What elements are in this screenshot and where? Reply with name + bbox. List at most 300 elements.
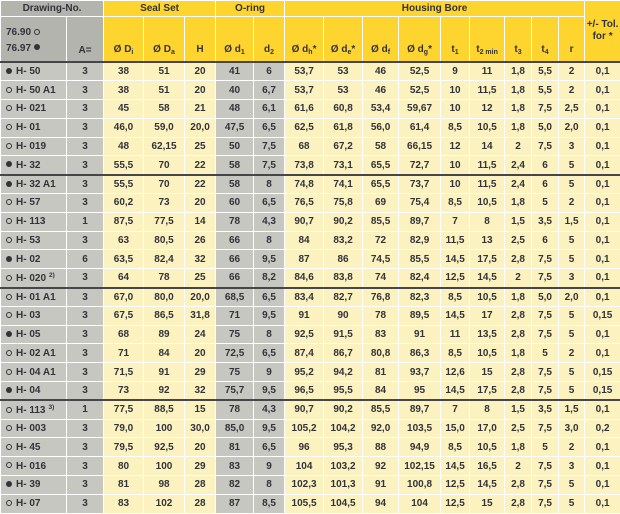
header-symbol: Ø d	[224, 44, 241, 55]
drawing-no-cell	[1, 363, 67, 382]
dimension-column-header	[104, 17, 144, 63]
table-cell: 12,5	[441, 494, 470, 513]
dimension-column-header	[505, 17, 532, 63]
table-cell: 94,9	[399, 438, 441, 457]
table-row	[1, 156, 620, 175]
table-cell: 6,7	[254, 81, 285, 100]
table-row	[1, 419, 620, 438]
table-cell: 59,0	[144, 118, 185, 137]
table-cell: 58	[216, 156, 254, 175]
table-cell: 91	[285, 306, 324, 325]
table-cell: 52,5	[399, 62, 441, 81]
dimension-column-header	[532, 17, 559, 63]
table-cell: 11,5	[470, 175, 505, 194]
table-cell: 74,8	[285, 175, 324, 194]
table-cell: 65,5	[363, 175, 399, 194]
table-cell: 21	[185, 100, 216, 119]
table-cell: 15	[185, 400, 216, 419]
filled-circle-icon	[6, 161, 12, 167]
table-cell: 10,5	[470, 118, 505, 137]
drawing-no-cell	[1, 100, 67, 119]
table-cell: 22	[185, 175, 216, 194]
drawing-no-label: H- 57	[16, 197, 40, 208]
table-cell: 88,5	[144, 400, 185, 419]
drawing-no-label: H- 02	[16, 254, 40, 265]
table-cell: 60	[216, 194, 254, 213]
table-cell: 61,6	[285, 100, 324, 119]
table-cell: 4,3	[254, 212, 285, 231]
table-cell: 38	[104, 81, 144, 100]
drawing-no-cell	[1, 288, 67, 307]
drawing-no-cell	[1, 231, 67, 250]
table-cell: 96,5	[285, 382, 324, 401]
table-cell: 25	[185, 137, 216, 156]
table-cell: 8,5	[441, 118, 470, 137]
open-circle-icon	[6, 425, 12, 431]
legend-open-row	[6, 25, 66, 41]
table-cell: 63,5	[104, 250, 144, 269]
table-cell: 7,5	[532, 137, 559, 156]
header-symbol: Ø D	[114, 44, 132, 55]
table-cell: 0,1	[585, 100, 620, 119]
table-cell: 51	[144, 81, 185, 100]
table-row	[1, 476, 620, 495]
table-cell: 31,8	[185, 306, 216, 325]
drawing-no-label: H- 04	[16, 385, 40, 396]
table-cell: 0,1	[585, 62, 620, 81]
open-circle-icon	[6, 350, 12, 356]
header-subscript: e	[347, 49, 351, 56]
table-cell: 8,2	[254, 269, 285, 288]
table-cell: 87	[216, 494, 254, 513]
table-cell: 5	[559, 476, 585, 495]
table-cell: 52,5	[399, 81, 441, 100]
table-row	[1, 306, 620, 325]
table-cell: 6	[532, 231, 559, 250]
table-cell: 85,5	[363, 212, 399, 231]
footnote-ref: 3)	[48, 404, 54, 411]
table-cell: 6	[67, 250, 104, 269]
header-symbol: t	[451, 44, 454, 55]
table-cell: 83,8	[324, 269, 363, 288]
table-cell: 32	[185, 250, 216, 269]
table-cell: 3	[67, 175, 104, 194]
table-cell: 80,5	[144, 231, 185, 250]
table-cell: 50	[216, 137, 254, 156]
drawing-no-label: H- 50 A1	[16, 85, 56, 96]
table-cell: 72,7	[399, 156, 441, 175]
table-cell: 3	[67, 325, 104, 344]
table-cell: 73	[104, 382, 144, 401]
header-subscript: a	[171, 49, 175, 56]
table-cell: 59,67	[399, 100, 441, 119]
table-cell: 0,1	[585, 344, 620, 363]
drawing-no-cell	[1, 62, 67, 81]
table-cell: 79,5	[104, 438, 144, 457]
table-cell: 2,8	[505, 382, 532, 401]
filled-circle-icon	[6, 181, 12, 187]
table-cell: 14,5	[441, 457, 470, 476]
tolerance-header-line2: for *	[593, 31, 613, 42]
drawing-no-cell	[1, 457, 67, 476]
table-cell: 5	[532, 344, 559, 363]
table-cell: 8	[470, 400, 505, 419]
table-cell: 3	[67, 306, 104, 325]
table-cell: 3	[559, 457, 585, 476]
table-cell: 7,5	[532, 325, 559, 344]
table-cell: 46,0	[104, 118, 144, 137]
open-circle-icon	[6, 462, 12, 468]
table-cell: 89,5	[399, 306, 441, 325]
header-symbol: Ø d	[371, 44, 388, 55]
table-cell: 105,2	[285, 419, 324, 438]
table-cell: 1,8	[505, 438, 532, 457]
table-cell: 3	[67, 81, 104, 100]
table-cell: 95,2	[285, 363, 324, 382]
table-cell: 7,5	[532, 419, 559, 438]
table-cell: 84	[285, 231, 324, 250]
table-cell: 14,5	[470, 269, 505, 288]
table-cell: 102,3	[285, 476, 324, 495]
table-cell: 3	[67, 344, 104, 363]
table-cell: 2,8	[505, 250, 532, 269]
table-cell: 16,5	[470, 457, 505, 476]
table-cell: 3,5	[532, 212, 559, 231]
table-cell: 3	[559, 269, 585, 288]
table-cell: 0,1	[585, 156, 620, 175]
table-cell: 61,4	[399, 118, 441, 137]
table-cell: 90,7	[285, 212, 324, 231]
table-cell: 65,5	[363, 156, 399, 175]
table-cell: 26	[185, 231, 216, 250]
table-row	[1, 400, 620, 419]
table-cell: 5	[559, 231, 585, 250]
table-cell: 10	[441, 175, 470, 194]
table-cell: 0,1	[585, 476, 620, 495]
table-cell: 2,4	[505, 156, 532, 175]
table-cell: 17,5	[470, 250, 505, 269]
table-cell: 24	[185, 325, 216, 344]
table-cell: 20	[185, 62, 216, 81]
table-cell: 85,5	[363, 400, 399, 419]
table-cell: 82,4	[144, 250, 185, 269]
table-cell: 11	[470, 62, 505, 81]
dimension-column-header	[144, 17, 185, 63]
table-cell: 8	[254, 231, 285, 250]
header-symbol: Ø D	[153, 44, 171, 55]
table-cell: 95,5	[324, 382, 363, 401]
table-cell: 5	[559, 250, 585, 269]
table-cell: 0,1	[585, 250, 620, 269]
table-cell: 47,5	[216, 118, 254, 137]
table-cell: 3	[67, 269, 104, 288]
table-cell: 2	[559, 62, 585, 81]
table-cell: 1,5	[505, 212, 532, 231]
table-cell: 2,8	[505, 325, 532, 344]
table-cell: 3	[67, 438, 104, 457]
table-cell: 60,2	[104, 194, 144, 213]
table-cell: 5	[559, 382, 585, 401]
header-subscript: 2 min	[480, 49, 498, 56]
table-cell: 20,0	[185, 288, 216, 307]
table-cell: 12	[470, 100, 505, 119]
table-cell: 5	[532, 194, 559, 213]
table-cell: 91	[399, 325, 441, 344]
table-cell: 78	[144, 269, 185, 288]
dimension-column-header	[363, 17, 399, 63]
table-cell: 3	[67, 156, 104, 175]
drawing-no-label: H- 113	[16, 216, 45, 227]
table-cell: 92,5	[285, 325, 324, 344]
table-cell: 83,2	[324, 231, 363, 250]
drawing-no-cell	[1, 81, 67, 100]
table-cell: 90,2	[324, 212, 363, 231]
table-cell: 71,5	[104, 363, 144, 382]
table-cell: 2	[559, 438, 585, 457]
header-suffix: *	[313, 44, 317, 55]
table-cell: 60,8	[324, 100, 363, 119]
table-cell: 2,8	[505, 494, 532, 513]
table-cell: 81	[216, 438, 254, 457]
table-cell: 67,2	[324, 137, 363, 156]
table-cell: 10	[441, 100, 470, 119]
drawing-no-cell	[1, 194, 67, 213]
table-row	[1, 100, 620, 119]
table-cell: 0,1	[585, 137, 620, 156]
table-cell: 2	[505, 269, 532, 288]
table-cell: 53	[324, 62, 363, 81]
table-cell: 6	[532, 156, 559, 175]
table-cell: 28	[185, 494, 216, 513]
table-cell: 83,4	[285, 288, 324, 307]
open-circle-icon	[6, 407, 12, 413]
table-cell: 11,5	[470, 81, 505, 100]
table-cell: 84	[144, 344, 185, 363]
dimension-column-header	[559, 17, 585, 63]
drawing-no-cell	[1, 118, 67, 137]
filled-circle-icon	[6, 387, 12, 393]
table-cell: 30,0	[185, 419, 216, 438]
table-cell: 17	[470, 306, 505, 325]
table-cell: 11	[441, 325, 470, 344]
table-cell: 6	[532, 175, 559, 194]
table-cell: 58	[216, 175, 254, 194]
table-cell: 3,5	[532, 400, 559, 419]
o-ring-group-header: O-ring	[216, 1, 285, 17]
table-cell: 85,0	[216, 419, 254, 438]
filled-circle-icon	[6, 331, 12, 337]
table-cell: 1,8	[505, 100, 532, 119]
table-cell: 8,5	[441, 344, 470, 363]
table-cell: 73,8	[285, 156, 324, 175]
table-cell: 98	[144, 476, 185, 495]
table-cell: 95	[399, 382, 441, 401]
table-cell: 6	[254, 62, 285, 81]
table-cell: 14,5	[441, 382, 470, 401]
table-body	[1, 62, 620, 513]
table-cell: 3	[67, 363, 104, 382]
table-cell: 74,5	[363, 250, 399, 269]
table-cell: 69	[363, 194, 399, 213]
table-cell: 2,4	[505, 175, 532, 194]
table-cell: 64	[104, 269, 144, 288]
table-cell: 61,8	[324, 118, 363, 137]
table-cell: 7,5	[532, 363, 559, 382]
table-cell: 101,3	[324, 476, 363, 495]
table-cell: 70	[144, 175, 185, 194]
open-circle-icon	[6, 143, 12, 149]
table-cell: 104,2	[324, 419, 363, 438]
dimension-column-header	[470, 17, 505, 63]
dimension-column-header	[324, 17, 363, 63]
table-cell: 8,5	[254, 494, 285, 513]
table-cell: 95,3	[324, 438, 363, 457]
table-cell: 82,4	[399, 269, 441, 288]
table-cell: 77,5	[144, 212, 185, 231]
table-cell: 1,5	[505, 400, 532, 419]
table-row	[1, 457, 620, 476]
table-cell: 66	[216, 250, 254, 269]
table-cell: 3	[67, 419, 104, 438]
table-cell: 8,5	[441, 194, 470, 213]
table-cell: 20	[185, 81, 216, 100]
table-cell: 102	[144, 494, 185, 513]
table-cell: 0,1	[585, 231, 620, 250]
table-cell: 2	[559, 344, 585, 363]
table-row	[1, 269, 620, 288]
table-cell: 66	[216, 269, 254, 288]
table-cell: 32	[185, 382, 216, 401]
filled-circle-icon	[6, 481, 12, 487]
table-cell: 58	[144, 100, 185, 119]
table-cell: 3	[67, 494, 104, 513]
table-cell: 0,1	[585, 325, 620, 344]
drawing-no-label: H- 020	[16, 273, 46, 284]
table-cell: 38	[104, 62, 144, 81]
table-cell: 2,0	[559, 118, 585, 137]
header-symbol: t	[476, 44, 479, 55]
table-cell: 2,8	[505, 306, 532, 325]
filled-circle-icon	[6, 256, 12, 262]
table-cell: 86,5	[144, 306, 185, 325]
open-circle-icon	[6, 105, 12, 111]
table-cell: 6,5	[254, 118, 285, 137]
table-cell: 89,7	[399, 212, 441, 231]
table-cell: 2	[559, 81, 585, 100]
table-cell: 63	[104, 231, 144, 250]
table-cell: 8	[254, 325, 285, 344]
table-cell: 81	[104, 476, 144, 495]
table-cell: 5	[559, 306, 585, 325]
open-circle-icon	[6, 124, 12, 130]
drawing-no-cell	[1, 156, 67, 175]
table-cell: 14	[185, 212, 216, 231]
table-cell: 0,1	[585, 81, 620, 100]
table-cell: 83	[104, 494, 144, 513]
header-subscript: 1	[455, 49, 459, 56]
dimension-column-header	[254, 17, 285, 63]
table-row	[1, 325, 620, 344]
table-cell: 10,5	[470, 344, 505, 363]
table-cell: 0,2	[585, 419, 620, 438]
table-cell: 0,1	[585, 457, 620, 476]
open-circle-icon	[34, 29, 40, 35]
table-row	[1, 363, 620, 382]
table-cell: 84,6	[285, 269, 324, 288]
table-cell: 7,5	[532, 494, 559, 513]
table-cell: 92,0	[363, 419, 399, 438]
table-cell: 80,8	[363, 344, 399, 363]
header-subscript: 3	[518, 49, 522, 56]
table-cell: 83	[216, 457, 254, 476]
table-cell: 0,1	[585, 175, 620, 194]
drawing-no-cell	[1, 306, 67, 325]
table-cell: 6,1	[254, 100, 285, 119]
table-cell: 46	[363, 81, 399, 100]
drawing-no-legend	[1, 17, 67, 63]
table-cell: 14,5	[441, 306, 470, 325]
table-cell: 11,5	[470, 156, 505, 175]
table-cell: 2	[505, 137, 532, 156]
table-cell: 55,5	[104, 175, 144, 194]
table-cell: 53,7	[285, 81, 324, 100]
legend-open-label: 76.90	[6, 27, 31, 38]
table-cell: 0,1	[585, 400, 620, 419]
dimension-column-header	[399, 17, 441, 63]
table-cell: 4,3	[254, 400, 285, 419]
table-cell: 7,5	[532, 476, 559, 495]
table-cell: 3	[559, 137, 585, 156]
table-cell: 29	[185, 457, 216, 476]
drawing-no-cell	[1, 344, 67, 363]
table-cell: 1	[67, 400, 104, 419]
table-cell: 13,5	[470, 325, 505, 344]
table-cell: 90,2	[324, 400, 363, 419]
open-circle-icon	[6, 218, 12, 224]
table-cell: 10	[441, 156, 470, 175]
drawing-no-label: H- 53	[16, 235, 40, 246]
header-symbol: Ø d	[407, 44, 424, 55]
table-cell: 2	[559, 194, 585, 213]
table-cell: 3	[67, 476, 104, 495]
table-cell: 14,5	[441, 250, 470, 269]
table-cell: 8	[254, 175, 285, 194]
table-cell: 88	[363, 438, 399, 457]
table-cell: 87	[285, 250, 324, 269]
table-cell: 5	[559, 175, 585, 194]
drawing-no-label: H- 03	[16, 310, 40, 321]
table-cell: 53	[324, 81, 363, 100]
table-cell: 73,7	[399, 175, 441, 194]
table-cell: 75,7	[216, 382, 254, 401]
drawing-no-cell	[1, 438, 67, 457]
drawing-no-cell	[1, 494, 67, 513]
table-cell: 10,5	[470, 194, 505, 213]
table-cell: 2,5	[505, 419, 532, 438]
filled-circle-icon	[34, 44, 40, 50]
header-subscript: h	[308, 49, 312, 56]
table-cell: 3	[67, 288, 104, 307]
table-cell: 12	[441, 137, 470, 156]
table-cell: 48	[104, 137, 144, 156]
seal-set-group-header: Seal Set	[104, 1, 216, 17]
table-cell: 92	[363, 457, 399, 476]
drawing-no-label: H- 019	[16, 141, 46, 152]
table-row	[1, 231, 620, 250]
table-row	[1, 344, 620, 363]
table-cell: 3	[67, 137, 104, 156]
table-cell: 20	[185, 344, 216, 363]
